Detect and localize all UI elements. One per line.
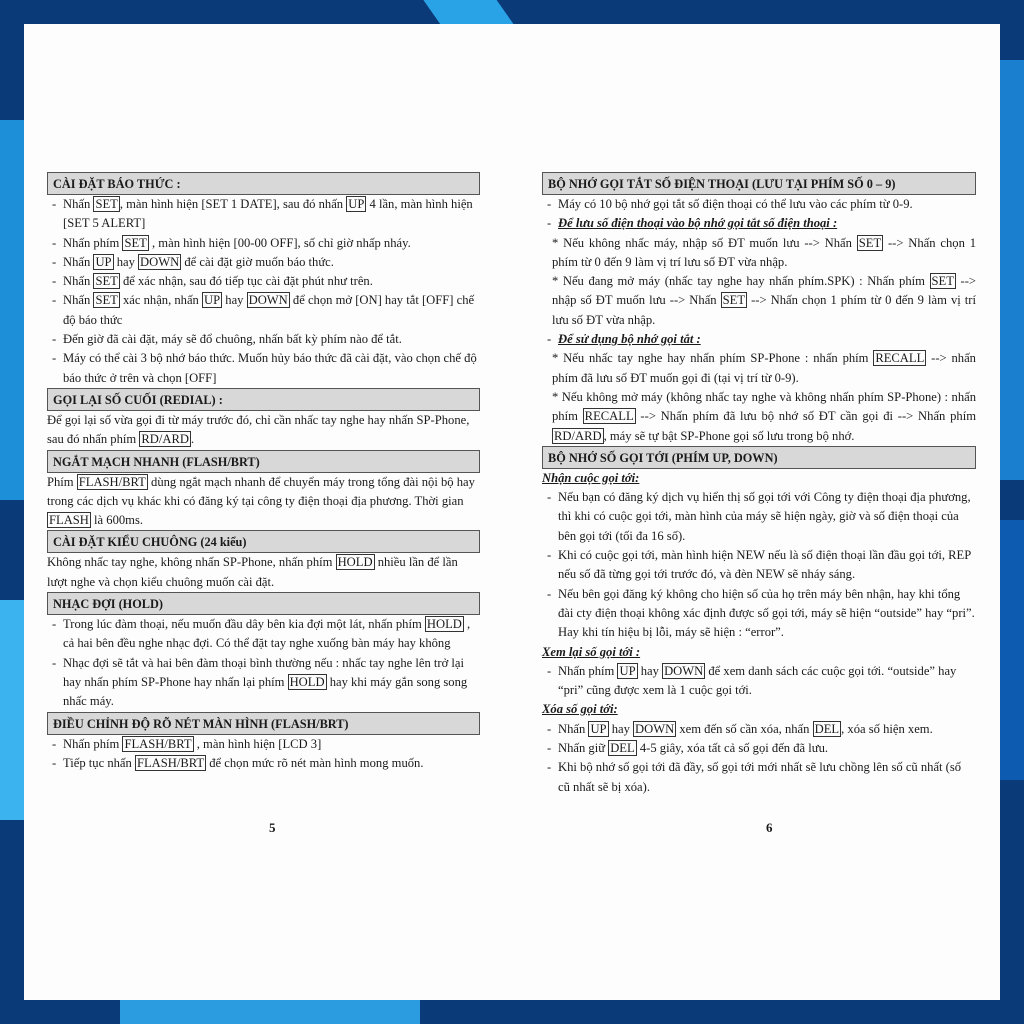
key-label: RD/ARD — [141, 432, 189, 447]
list-item — [542, 720, 976, 739]
text-run: * Nếu nhấc tay nghe hay nhấn phím SP-Phone : nhấn phím — [552, 351, 874, 366]
text-run: --> Nhấn chọn 1 phím từ 0 đến 9 làm vị trí lưu số ĐT vừa nhập. — [552, 235, 976, 269]
text-run: Khi có cuộc gọi tới, màn hình hiện NEW nếu là số điện thoại lần đầu gọi tới, REP nếu số đã từng gọi tới trước đó, và đèn NEW sẽ nháy sáng. — [558, 548, 971, 582]
speed-dial-para-3 — [542, 349, 976, 388]
list-item — [542, 330, 976, 349]
list-item — [47, 735, 480, 754]
text-run: * Nếu đang mở máy (nhấc tay nghe hay nhấn phím.SPK) : Nhấn phím — [552, 274, 930, 289]
list-item — [542, 662, 976, 701]
speed-dial-intro — [542, 195, 976, 234]
text-run: Nhấn giữ — [558, 741, 609, 756]
flash-text — [47, 473, 480, 531]
text-run: Nhạc đợi sẽ tắt và hai bên đàm thoại bình thường nếu : nhấc tay nghe lên trở lại hay nhấn phím SP-Phone hay nhấn lại phím — [63, 655, 465, 689]
subheading-use-speed-dial: Để sử dụng bộ nhớ gọi tắt : — [558, 332, 701, 347]
speed-dial-para-2 — [542, 272, 976, 330]
key-label: UP — [95, 254, 112, 269]
ring-text — [47, 553, 480, 592]
text-run: . — [190, 432, 195, 447]
text-run: , xóa số hiện xem. — [841, 721, 933, 736]
key-label: FLASH/BRT — [136, 755, 205, 770]
list-item — [542, 214, 976, 233]
list-item — [47, 349, 480, 388]
text-run: để chọn mở [ON] hay tắt [OFF] chế độ báo thức — [63, 293, 475, 327]
text-run: Trong lúc đàm thoại, nếu muốn đầu dây bên kia đợi một lát, nhấn phím — [63, 617, 425, 632]
key-label: UP — [204, 293, 221, 308]
page-right — [542, 172, 976, 797]
list-item — [47, 291, 480, 330]
text-run: Nếu bạn có đăng ký dịch vụ hiển thị số gọi tới với Công ty điện thoại địa phương, thì khi có cuộc gọi tới, màn hình của máy sẽ hiện ngày, giờ và số điện thoại của bên gọi tới (tối đa 16 số). — [558, 490, 971, 543]
text-run: Phím — [47, 474, 77, 489]
text-run: để xem danh sách các cuộc gọi tới. “outside” hay “pri” cũng được xem là 1 cuộc gọi tới. — [558, 663, 957, 698]
list-item — [47, 654, 480, 712]
text-run: Nhấn — [558, 721, 589, 736]
section-title-incoming: BỘ NHỚ SỐ GỌI TỚI (PHÍM UP, DOWN) — [542, 446, 976, 469]
key-label: SET — [931, 274, 954, 289]
background-stripe — [0, 600, 24, 820]
text-run: , màn hình hiện [LCD 3] — [193, 736, 322, 751]
hold-steps — [47, 615, 480, 711]
text-run: Không nhấc tay nghe, không nhấn SP-Phone, nhấn phím — [47, 555, 336, 570]
text-run: dùng ngắt mạch nhanh để chuyển máy trong tổng đài nội bộ hay trong các dịch vụ khác khi có đăng ký tại công ty điện thoại địa phương. Thời gian — [47, 474, 475, 508]
key-label: DOWN — [664, 663, 704, 678]
key-label: SET — [858, 235, 882, 250]
key-label: DOWN — [635, 721, 675, 736]
page-number-right: 6 — [766, 820, 773, 835]
text-run: để chọn mức rõ nét màn hình mong muốn. — [206, 755, 424, 770]
key-label: UP — [348, 197, 365, 211]
text-run: Nhấn phím — [558, 663, 618, 678]
list-item — [542, 195, 976, 214]
text-run: hay — [113, 254, 139, 269]
text-run: nhiều lần để lần lượt nghe và chọn kiểu chuông muốn cài đặt. — [47, 555, 458, 589]
speed-dial-para-4 — [542, 388, 976, 446]
text-run: Tiếp tục nhấn — [63, 755, 135, 770]
key-label: RECALL — [875, 351, 925, 366]
text-run: Nhấn — [63, 274, 94, 289]
key-label: UP — [590, 721, 607, 736]
text-run: là 600ms. — [90, 513, 144, 528]
text-run: --> Nhấn phím đã lưu bộ nhớ số ĐT cần gọi đi --> Nhấn phím — [635, 409, 976, 424]
page-number-left: 5 — [269, 820, 276, 835]
speed-dial-para-1 — [542, 234, 976, 273]
key-label: UP — [619, 663, 636, 678]
list-item — [542, 739, 976, 758]
text-run: hay — [608, 721, 634, 736]
list-item — [47, 615, 480, 654]
incoming-review-list — [542, 662, 976, 701]
key-label: SET — [95, 197, 118, 211]
text-run: xem đến số cần xóa, nhấn — [676, 721, 813, 736]
section-title-lcd: ĐIỀU CHỈNH ĐỘ RÕ NÉT MÀN HÌNH (FLASH/BRT) — [47, 712, 480, 735]
text-run: * Nếu không mở máy (không nhấc tay nghe và không nhấn phím SP-Phone) : nhấn phím — [552, 389, 976, 424]
subheading-review-calls: Xem lại số gọi tới : — [542, 644, 641, 659]
background-stripe — [1000, 60, 1024, 480]
subheading-save-speed-dial: Để lưu số điện thoại vào bộ nhớ gọi tắt số điện thoại : — [558, 216, 838, 231]
text-run: Nhấn — [63, 254, 94, 269]
text-run: Nếu bên gọi đăng ký không cho hiện số của họ trên máy bên nhận, hay khi tổng đài cty điện thoại không xác định được số gọi tới, máy sẽ hiện “outside” hay “pri”. Hay khi tín hiệu bị lỗi, máy sẽ hiện : “error”. — [558, 586, 975, 640]
key-label: DEL — [814, 721, 840, 736]
text-run: --> nhấn phím đã lưu số ĐT muốn gọi đi (tại vị trí từ 0-9). — [552, 351, 976, 385]
key-label: SET — [95, 274, 118, 289]
text-run: 4-5 giây, xóa tất cả số gọi đến đã lưu. — [636, 741, 829, 756]
alarm-steps — [47, 195, 480, 388]
text-run: --> nhập số ĐT muốn lưu --> Nhấn — [552, 274, 976, 308]
key-label: HOLD — [337, 555, 373, 570]
list-item — [47, 754, 480, 773]
text-run: Đến giờ đã cài đặt, máy sẽ đổ chuông, nhấn bất kỳ phím nào để tắt. — [63, 332, 402, 347]
text-run: --> Nhấn chọn 1 phím từ 0 đến 9 làm vị trí lưu số ĐT vừa nhập. — [552, 293, 976, 327]
background-stripe — [0, 120, 24, 500]
text-run: Nhấn — [63, 197, 94, 211]
subheading-delete-calls: Xóa số gọi tới: — [542, 702, 618, 717]
text-run: 4 lần, màn hình hiện [SET 5 ALERT] — [63, 197, 473, 231]
text-run: Nhấn — [63, 293, 94, 308]
section-title-speed-dial: BỘ NHỚ GỌI TẮT SỐ ĐIỆN THOẠI (LƯU TẠI PHÍM SỐ 0 – 9) — [542, 172, 976, 195]
text-run: , máy sẽ tự bật SP-Phone gọi số lưu trong bộ nhớ. — [603, 428, 855, 443]
key-label: RECALL — [584, 409, 634, 424]
key-label: SET — [95, 293, 118, 308]
text-run: , màn hình hiện [SET 1 DATE], sau đó nhấn — [119, 197, 347, 211]
text-run: Để gọi lại số vừa gọi đi từ máy trước đó, chỉ cần nhấc tay nghe hay nhấn SP-Phone, sau đó nhấn phím — [47, 412, 470, 447]
lcd-steps — [47, 735, 480, 774]
key-label: FLASH/BRT — [78, 474, 146, 489]
key-label: HOLD — [426, 617, 462, 632]
background-stripe — [1000, 520, 1024, 780]
incoming-delete-list — [542, 720, 976, 797]
list-item — [47, 272, 480, 291]
manual-page-spread — [24, 24, 1000, 1000]
key-label: FLASH/BRT — [124, 736, 192, 751]
section-title-hold: NHẠC ĐỢI (HOLD) — [47, 592, 480, 615]
section-title-redial: GỌI LẠI SỐ CUỐI (REDIAL) : — [47, 388, 480, 411]
text-run: Máy có thể cài 3 bộ nhớ báo thức. Muốn hủy báo thức đã cài đặt, vào chọn chế độ báo thức ở trên và chọn [OFF] — [63, 351, 477, 385]
list-item — [542, 546, 976, 585]
key-label: DEL — [610, 741, 635, 756]
text-run: để xác nhận, sau đó tiếp tục cài đặt phút như trên. — [119, 274, 373, 289]
text-run: , cả hai bên đều nghe nhạc đợi. Có thể đặt tay nghe xuống bàn máy hay không — [63, 617, 471, 651]
text-run: Máy có 10 bộ nhớ gọi tắt số điện thoại có thể lưu vào các phím từ 0-9. — [558, 197, 913, 211]
key-label: SET — [722, 293, 746, 308]
list-item — [542, 488, 976, 546]
text-run: để cài đặt giờ muốn báo thức. — [181, 254, 334, 269]
list-item — [47, 234, 480, 253]
key-label: HOLD — [289, 674, 325, 689]
text-run: hay khi máy gắn song song nhấc máy. — [63, 674, 468, 709]
key-label: SET — [124, 235, 147, 250]
redial-text — [47, 411, 480, 450]
text-run: xác nhận, nhấn — [119, 293, 203, 308]
text-run: Khi bộ nhớ số gọi tới đã đầy, số gọi tới mới nhất sẽ lưu chồng lên số cũ nhất (số cũ nhất sẽ bị xóa). — [558, 760, 962, 794]
page-left — [47, 172, 480, 773]
list-item — [47, 330, 480, 349]
subheading-receive-calls: Nhận cuộc gọi tới: — [542, 470, 640, 485]
list-item — [542, 585, 976, 643]
key-label: FLASH — [49, 513, 89, 528]
text-run: * Nếu không nhấc máy, nhập số ĐT muốn lưu --> Nhấn — [552, 235, 857, 250]
list-item — [542, 758, 976, 797]
text-run: hay — [637, 663, 663, 678]
text-run: Nhấn phím — [63, 736, 123, 751]
text-run: hay — [222, 293, 247, 308]
speed-dial-use-heading — [542, 330, 976, 349]
key-label: RD/ARD — [554, 428, 602, 443]
list-item — [47, 195, 480, 234]
section-title-alarm: CÀI ĐẶT BÁO THỨC : — [47, 172, 480, 195]
key-label: DOWN — [140, 254, 180, 269]
key-label: DOWN — [248, 293, 288, 308]
list-item — [47, 253, 480, 272]
text-run: , màn hình hiện [00-00 OFF], số chỉ giờ nhấp nháy. — [148, 235, 411, 250]
text-run: Nhấn phím — [63, 235, 123, 250]
section-title-ring: CÀI ĐẶT KIỂU CHUÔNG (24 kiểu) — [47, 530, 480, 553]
section-title-flash: NGẮT MẠCH NHANH (FLASH/BRT) — [47, 450, 480, 473]
incoming-receive-list — [542, 488, 976, 642]
